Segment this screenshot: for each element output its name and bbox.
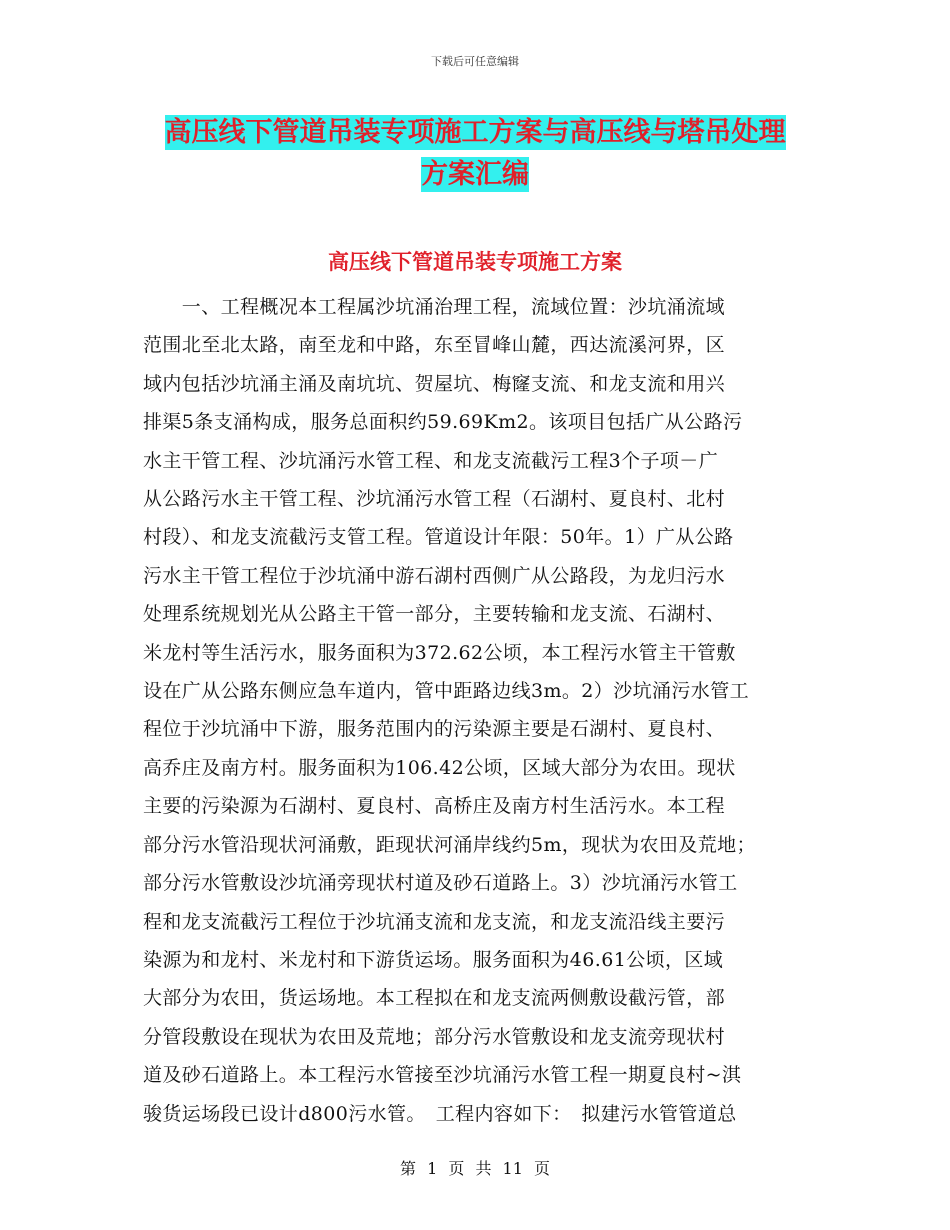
body-line: 分管段敷设在现状为农田及荒地；部分污水管敷设和龙支流旁现状村 — [143, 1025, 726, 1048]
body-line: 米龙村等生活污水，服务面积为372.62公顷，本工程污水管主干管敷 — [143, 641, 736, 664]
body-line: 大部分为农田，货运场地。本工程拟在和龙支流两侧敷设截污管，部 — [143, 987, 726, 1010]
body-line: 域内包括沙坑涌主涌及南坑坑、贺屋坑、梅窿支流、和龙支流和用兴 — [143, 372, 726, 395]
body-line: 设在广从公路东侧应急车道内，管中距路边线3m。2）沙坑涌污水管工 — [143, 680, 749, 703]
body-line: 染源为和龙村、米龙村和下游货运场。服务面积为46.61公顷，区域 — [143, 948, 724, 971]
title-highlight: 高压线下管道吊装专项施工方案与高压线与塔吊处理 — [164, 117, 786, 148]
body-line: 排渠5条支涌构成，服务总面积约59.69Km2。该项目包括广从公路污 — [143, 411, 743, 434]
page-footer: 第 1 页 共 11 页 — [400, 1159, 550, 1178]
body-line: 从公路污水主干管工程、沙坑涌污水管工程（石湖村、夏良村、北村 — [143, 488, 726, 511]
title-highlight: 方案汇编 — [421, 159, 529, 190]
body-line: 部分污水管敷设沙坑涌旁现状村道及砂石道路上。3）沙坑涌污水管工 — [143, 872, 738, 895]
body-line: 程位于沙坑涌中下游，服务范围内的污染源主要是石湖村、夏良村、 — [143, 718, 726, 741]
body-line: 处理系统规划光从公路主干管一部分，主要转输和龙支流、石湖村、 — [143, 603, 726, 626]
body-line: 村段）、和龙支流截污支管工程。管道设计年限：50年。1）广从公路 — [143, 526, 734, 549]
body-line: 骏货运场段已设计d800污水管。 工程内容如下： 拟建污水管管道总 — [143, 1102, 737, 1125]
body-line: 一、工程概况本工程属沙坑涌治理工程，流域位置：沙坑涌流域 — [143, 296, 726, 318]
section-title: 高压线下管道吊装专项施工方案 — [328, 249, 622, 274]
document-title-line-1 — [0, 110, 950, 156]
body-line: 道及砂石道路上。本工程污水管接至沙坑涌污水管工程一期夏良村~淇 — [143, 1064, 742, 1087]
body-line: 水主干管工程、沙坑涌污水管工程、和龙支流截污工程3个子项－广 — [143, 449, 719, 472]
body-line: 范围北至北太路，南至龙和中路，东至冒峰山麓，西达流溪河界，区 — [143, 334, 726, 357]
body-line: 主要的污染源为石湖村、夏良村、高桥庄及南方村生活污水。本工程 — [143, 795, 726, 818]
body-line: 部分污水管沿现状河涌敷，距现状河涌岸线约5m，现状为农田及荒地； — [143, 833, 756, 856]
header-note: 下载后可任意编辑 — [431, 55, 519, 68]
body-line: 高乔庄及南方村。服务面积为106.42公顷，区域大部分为农田。现状 — [143, 756, 736, 779]
body-line: 污水主干管工程位于沙坑涌中游石湖村西侧广从公路段，为龙归污水 — [143, 564, 726, 587]
body-line: 程和龙支流截污工程位于沙坑涌支流和龙支流，和龙支流沿线主要污 — [143, 910, 726, 933]
body-paragraph — [143, 288, 809, 1133]
document-title-line-2 — [0, 152, 950, 198]
